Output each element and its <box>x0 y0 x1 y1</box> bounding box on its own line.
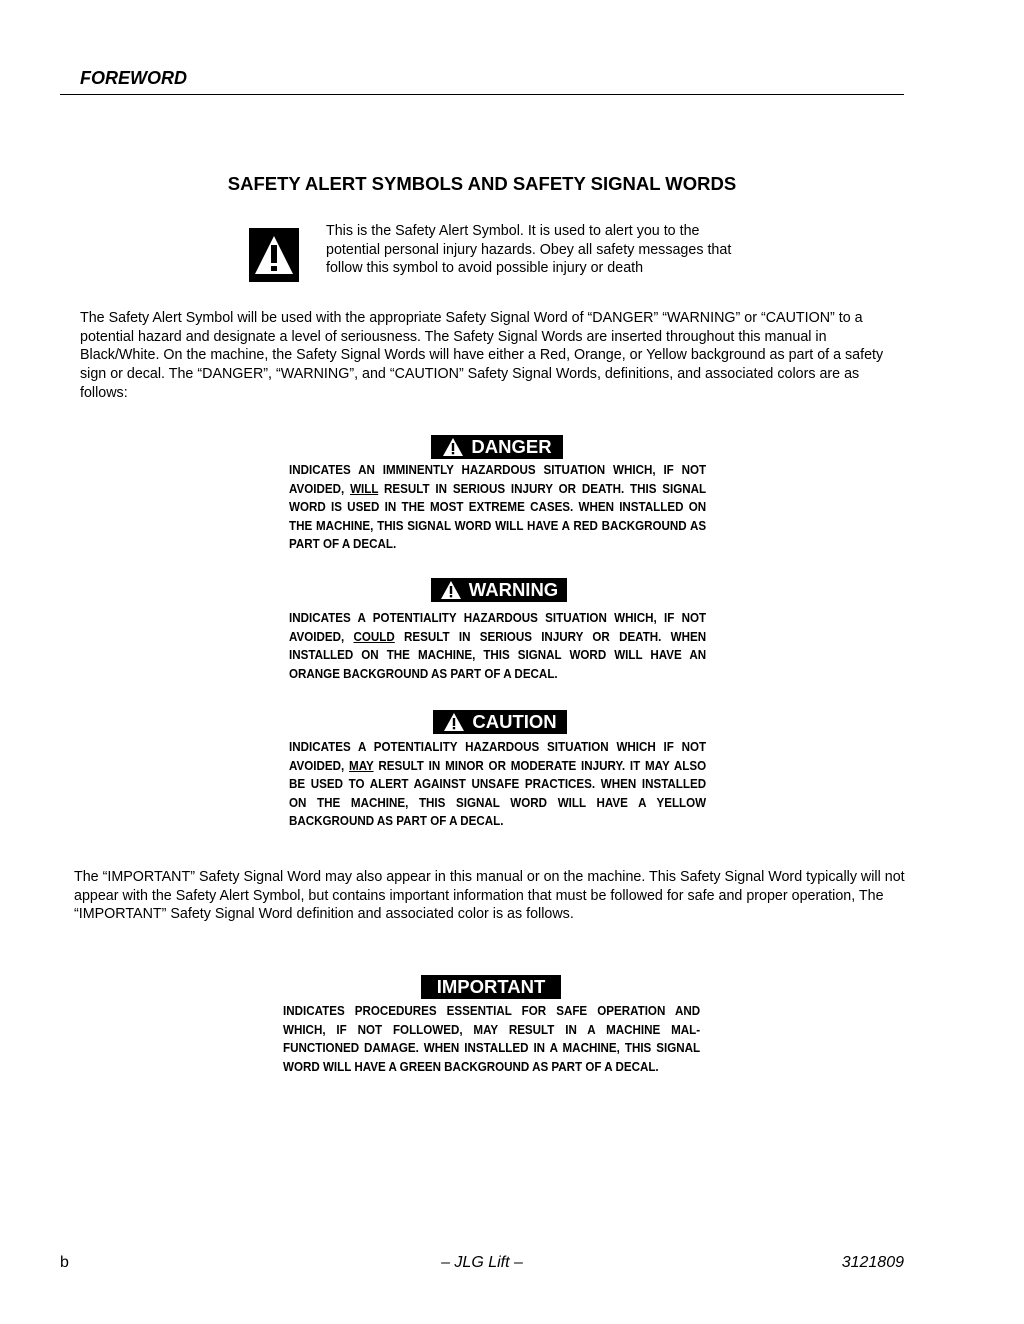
danger-key-word: WILL <box>350 480 379 496</box>
warning-text-part: INDICATES A POTENTIALITY HAZARDOUS SITUATION WHICH, IF NOT AVOIDED, <box>289 610 707 644</box>
header-title: FOREWORD <box>80 68 187 88</box>
important-definition: INDICATES PROCEDURES ESSENTIAL FOR SAFE OPERATION AND WHICH, IF NOT FOLLOWED, MAY RESULT IN A MACHINE MAL-FUNCTIONED DAMAGE. WHEN INSTALLED IN A MACHINE, THIS SIGNAL WORD WILL HAVE A GREEN BACKGROUND AS PART OF A DECAL. <box>283 1003 701 1074</box>
intro-paragraph: The Safety Alert Symbol will be used with the appropriate Safety Signal Word of “DANGER” “WARNING” or “CAUTION” to a potential hazard and designate a level of seriousness. The Safety Signal Words are inserted throughout this manual in Black/White. On the machine, the Safety Signal Words will have either a Red, Orange, or Yellow background as part of a safety sign or decal. The “DANGER”, “WARNING”, and “CAUTION” Safety Signal Words, definitions, and associated colors are as follows: <box>80 310 884 401</box>
danger-text-part: RESULT IN SERIOUS INJURY OR DEATH. THIS SIGNAL WORD IS USED IN THE MOST EXTREME CASES. WHEN INSTALLED ON THE MACHINE, THIS SIGNAL WORD WILL HAVE A RED BACKGROUND AS PART OF A DECAL. <box>289 480 707 552</box>
danger-label-text: DANGER <box>471 436 552 457</box>
caution-signal-label <box>433 710 567 734</box>
caution-label-text: CAUTION <box>472 711 557 732</box>
important-signal-label <box>421 975 561 999</box>
danger-signal-label <box>431 435 563 459</box>
warning-key-word: COULD <box>353 628 395 644</box>
caution-key-word: MAY <box>349 757 374 773</box>
warning-triangle-icon <box>440 580 462 600</box>
danger-definition <box>289 461 706 554</box>
warning-label-text: WARNING <box>468 579 559 600</box>
warning-signal-label <box>431 578 567 602</box>
caution-text-part: RESULT IN MINOR OR MODERATE INJURY. IT MAY ALSO BE USED TO ALERT AGAINST UNSAFE PRACTICES. WHEN INSTALLED ON THE MACHINE, THIS SIGNAL WORD WILL HAVE A YELLOW BACKGROUND AS PART OF A DECAL. <box>289 757 707 829</box>
header-divider <box>60 94 904 95</box>
warning-text-part: RESULT IN SERIOUS INJURY OR DEATH. WHEN INSTALLED ON THE MACHINE, THIS SIGNAL WORD WILL HAVE AN ORANGE BACKGROUND AS PART OF A DECAL. <box>289 628 707 681</box>
caution-definition <box>289 738 706 831</box>
important-intro-paragraph: The “IMPORTANT” Safety Signal Word may also appear in this manual or on the machine. This Safety Signal Word typically will not appear with the Safety Alert Symbol, but contains important information that must be followed for safe and proper operation, The “IMPORTANT” Safety Signal Word definition and associated color is as follows. <box>74 869 905 923</box>
warning-triangle-icon <box>442 437 464 457</box>
caution-text-part: INDICATES A POTENTIALITY HAZARDOUS SITUATION WHICH IF NOT AVOIDED, <box>289 739 707 773</box>
footer-document-number: 3121809 <box>841 1254 904 1271</box>
warning-definition <box>289 609 706 683</box>
footer-publisher: – JLG Lift – <box>441 1254 523 1271</box>
danger-text-part: INDICATES AN IMMINENTLY HAZARDOUS SITUATION WHICH, IF NOT AVOIDED, <box>289 462 707 496</box>
safety-alert-symbol-icon <box>249 228 299 282</box>
page-title: SAFETY ALERT SYMBOLS AND SAFETY SIGNAL WORDS <box>227 173 737 194</box>
alert-symbol-description: This is the Safety Alert Symbol. It is used to alert you to the potential personal injury hazards. Obey all safety messages that follow this symbol to avoid possible injury or death <box>326 223 732 276</box>
footer-page-number: b <box>60 1254 69 1271</box>
warning-triangle-icon <box>443 712 465 732</box>
important-label-text: IMPORTANT <box>436 976 546 997</box>
